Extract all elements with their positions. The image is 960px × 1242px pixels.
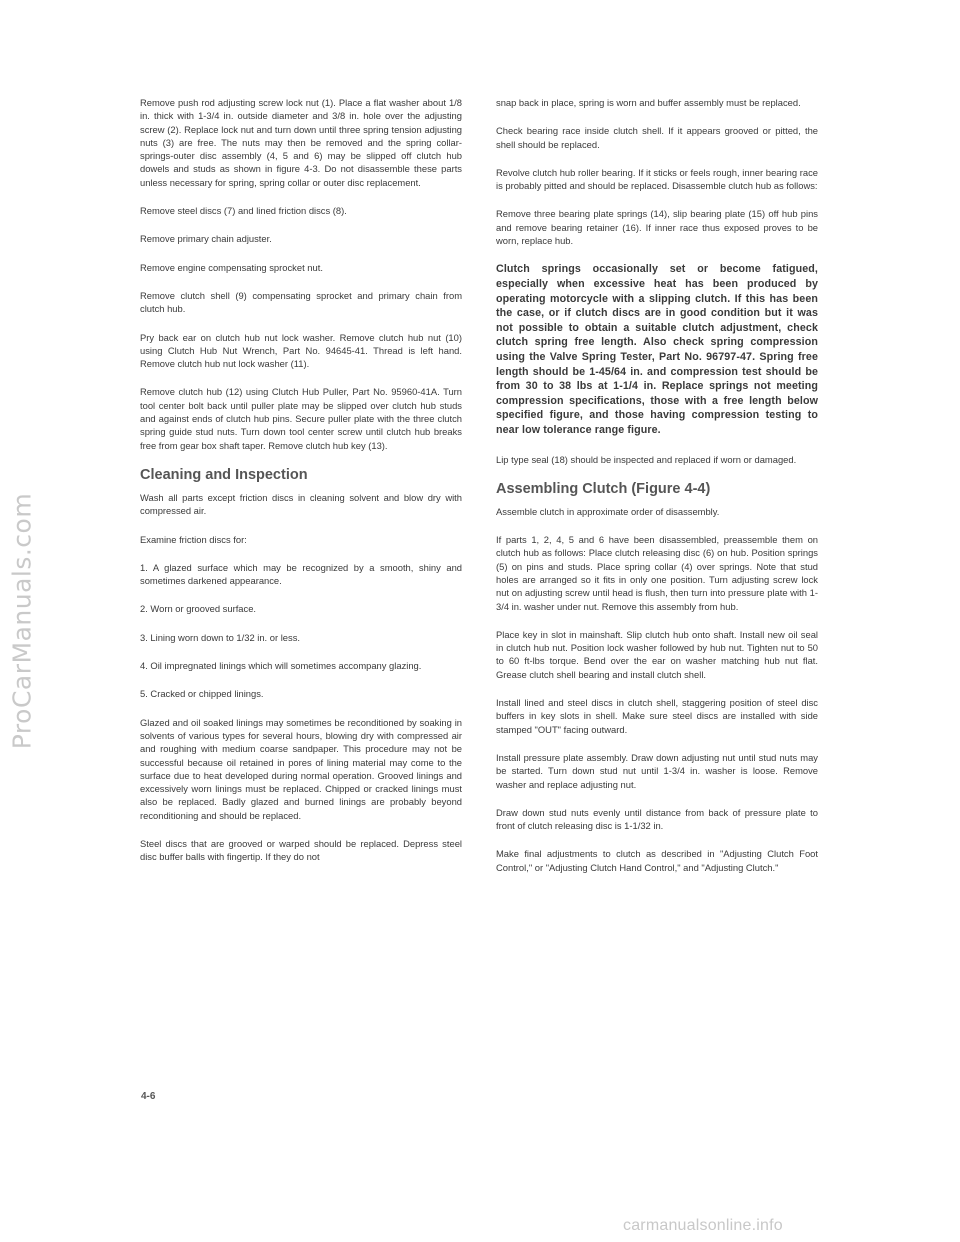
paragraph: Check bearing race inside clutch shell. If it appears grooved or pitted, the shell should be replaced. (496, 125, 818, 150)
paragraph: Remove engine compensating sprocket nut. (140, 261, 323, 273)
paragraph: Remove three bearing plate springs (14), slip bearing plate (15) off hub pins and remove bearing retainer (16). If inner race thus exposed proves to be worn, replace hub. (496, 208, 818, 247)
left-column (140, 96, 462, 879)
paragraph: Remove steel discs (7) and lined friction discs (8). (140, 205, 347, 217)
paragraph: Install lined and steel discs in clutch shell, staggering position of steel disc buffers in key slots in shell. Make sure steel discs are installed with side stamped "OUT" facing outward. (496, 697, 818, 735)
right-column (496, 96, 818, 889)
paragraph: Remove clutch hub (12) using Clutch Hub Puller, Part No. 95960-41A. Turn tool center bolt back until puller plate may be slipped over clutch hub studs and against ends of clutch hub pins. Secure puller plate with the three clutch spring guide stud nuts. Turn down tool center screw until clutch hub breaks free from gear box shaft taper. Remove clutch hub key (13). (140, 386, 462, 451)
paragraph: Remove clutch shell (9) compensating sprocket and primary chain from clutch hub. (140, 289, 462, 315)
paragraph: Wash all parts except friction discs in cleaning solvent and blow dry with compressed air. (140, 491, 462, 517)
paragraph: Remove push rod adjusting screw lock nut (1). Place a flat washer about 1/8 in. thick with 1-3/4 in. outside diameter and 3/8 in. hole over the adjusting screw (2). Replace lock nut and turn down until three spring tension adjusting nuts (3) are free. The nuts may then be removed and the spring collar-springs-outer disc assembly (4, 5 and 6) may be slipped off clutch hub dowels and studs as shown in figure 4-3. Do not disassemble these parts unless necessary for spring, spring collar or outer disc replacement. (140, 97, 462, 188)
section-heading-cleaning: Cleaning and Inspection (140, 466, 308, 483)
paragraph: Revolve clutch hub roller bearing. If it sticks or feels rough, inner bearing race is probably pitted and should be replaced. Disassemble clutch hub as follows: (496, 166, 818, 192)
list-item: 3. Lining worn down to 1/32 in. or less. (140, 631, 300, 643)
section-heading-assembling: Assembling Clutch (Figure 4-4) (496, 480, 711, 497)
side-watermark-text: ProCarManuals.com (7, 492, 37, 750)
paragraph: snap back in place, spring is worn and buffer assembly must be replaced. (496, 97, 801, 108)
paragraph: Steel discs that are grooved or warped should be replaced. Depress steel disc buffer balls with fingertip. If they do not (140, 837, 462, 863)
list-item: 5. Cracked or chipped linings. (140, 688, 264, 700)
paragraph: Draw down stud nuts evenly until distance from back of pressure plate to front of clutch releasing disc is 1-1/32 in. (496, 806, 818, 832)
paragraph: Glazed and oil soaked linings may sometimes be reconditioned by soaking in solvents of various types for several hours, blowing dry with compressed air and roughing with medium coarse sandpaper. This procedure may not be successful because oil retained in pores of lining material may come to the surface due to heat developed during normal operation. Grooved linings and excessively worn linings must be replaced. Chipped or cracked linings must also be replaced. Badly glazed and burned linings are probably beyond reconditioning and should be replaced. (140, 716, 462, 821)
paragraph: Install pressure plate assembly. Draw down adjusting nut until stud nuts may be started. Turn down stud nut until 1-3/4 in. washer is loose. Remove washer and replace adjusting nut. (496, 751, 818, 790)
paragraph: Pry back ear on clutch hub nut lock washer. Remove clutch hub nut (10) using Clutch Hub Nut Wrench, Part No. 94645-41. Thread is left hand. Remove clutch hub nut lock washer (11). (140, 331, 462, 370)
list-item: 4. Oil impregnated linings which will sometimes accompany glazing. (140, 660, 422, 672)
paragraph: Remove primary chain adjuster. (140, 233, 272, 245)
list-item: 2. Worn or grooved surface. (140, 603, 257, 615)
footer-watermark: carmanualsonline.info (623, 1217, 783, 1234)
paragraph: Assemble clutch in approximate order of disassembly. (496, 505, 720, 517)
emphasis-paragraph: Clutch springs occasionally set or become fatigued, especially when excessive heat has been produced by operating motorcycle with a slipping clutch. If this has been the case, or if clutch discs are in good condition but it was not possible to obtain a suitable clutch adjustment, check clutch spring free length. Also check spring compression using the Valve Spring Tester, Part No. 96797-47. Spring free length should be 1-45/64 in. and compression test should be from 30 to 38 lbs at 1-1/4 in. Replace springs not meeting compression specifications, those with a free length below specified figure, and those having compression testing to near low tolerance range figure. (496, 263, 818, 436)
paragraph: If parts 1, 2, 4, 5 and 6 have been disassembled, preassemble them on clutch hub as follows: Place clutch releasing disc (6) on hub. Position springs (5) on pins and studs. Place spring collar (4) over springs. Note that stud holes are arranged so it fits in only one position. Turn adjusting screw lock nut on adjusting screw until head is flush, then turn into pressure plate with 1-3/4 in. washer under nut. Remove this assembly from hub. (496, 534, 818, 612)
page-number: 4-6 (141, 1091, 156, 1102)
paragraph: Make final adjustments to clutch as described in "Adjusting Clutch Foot Control," or "Adjusting Clutch Hand Control," and "Adjusting Clutch." (496, 848, 818, 873)
list-item: 1. A glazed surface which may be recognized by a smooth, shiny and sometimes darkened appearance. (140, 561, 462, 587)
paragraph: Lip type seal (18) should be inspected and replaced if worn or damaged. (496, 453, 797, 465)
paragraph: Place key in slot in mainshaft. Slip clutch hub onto shaft. Install new oil seal in clutch hub nut. Position lock washer followed by hub nut. Tighten nut to 50 to 60 ft-lbs torque. Bend over the ear on washer matching hub nut flat. Grease clutch shell bearing and install clutch shell. (496, 628, 818, 680)
paragraph: Examine friction discs for: (140, 533, 247, 545)
side-watermark (0, 0, 44, 1242)
